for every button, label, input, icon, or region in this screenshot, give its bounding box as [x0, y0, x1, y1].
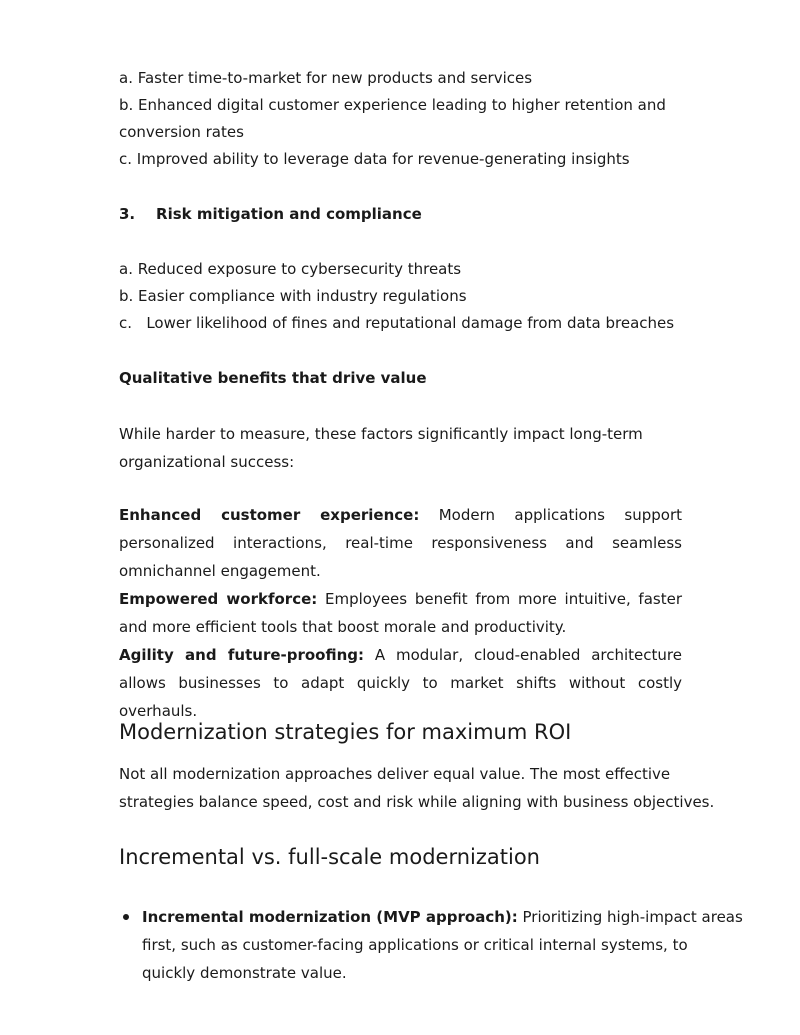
qualitative-heading [119, 365, 682, 392]
section-heading-risk [119, 201, 682, 228]
item-text: quickly demonstrate value. [142, 964, 347, 982]
item-text: first, such as customer-facing applications or critical internal systems, to [142, 936, 688, 954]
section-label: 3. Risk mitigation and compliance [119, 205, 422, 223]
item-text: Employees benefit from more intuitive, faster and more efficient tools that boost morale and productivity. [119, 590, 682, 636]
list-item-continuation: conversion rates [119, 123, 244, 141]
qualitative-items [119, 501, 682, 725]
strategies-heading [119, 718, 682, 746]
item-term: Agility and future-proofing: [119, 646, 365, 664]
list-item: a. Faster time-to-market for new products and services [119, 69, 533, 87]
list-item: b. Easier compliance with industry regulations [119, 287, 467, 305]
paragraph-line: Not all modernization approaches deliver equal value. The most effective [119, 765, 671, 783]
incremental-heading [119, 843, 682, 871]
strategies-intro [119, 760, 715, 816]
item-term: Empowered workforce: [119, 590, 318, 608]
paragraph-line: strategies balance speed, cost and risk while aligning with business objectives. [119, 793, 715, 811]
item-text: A modular, cloud-enabled architecture allows businesses to adapt quickly to market shifts without costly overhauls. [119, 646, 682, 720]
bullet-text [142, 903, 743, 987]
list-item: c. Lower likelihood of fines and reputational damage from data breaches [119, 314, 675, 332]
list-item: c. Improved ability to leverage data for revenue-generating insights [119, 150, 630, 168]
item-text: Modern applications support personalized interactions, real-time responsiveness and seamless omnichannel engagement. [119, 506, 682, 580]
qualitative-item-agility [119, 641, 682, 725]
benefit-list-a [119, 65, 682, 173]
benefit-list-b [119, 256, 682, 337]
item-term: Incremental modernization (MVP approach): [142, 908, 518, 926]
subsection-title: Incremental vs. full-scale modernization [119, 845, 540, 869]
list-item: b. Enhanced digital customer experience leading to higher retention and [119, 96, 666, 114]
qualitative-item-workforce [119, 585, 682, 641]
section-title: Modernization strategies for maximum ROI [119, 720, 572, 744]
qualitative-intro [119, 420, 682, 476]
paragraph-line: While harder to measure, these factors significantly impact long-term [119, 425, 643, 443]
list-item [119, 903, 743, 987]
list-item: a. Reduced exposure to cybersecurity threats [119, 260, 462, 278]
qualitative-item-customer [119, 501, 682, 585]
subheading: Qualitative benefits that drive value [119, 369, 427, 387]
bullet-icon [123, 914, 129, 920]
paragraph-line: organizational success: [119, 453, 295, 471]
item-text: Prioritizing high-impact areas [517, 908, 743, 926]
item-term: Enhanced customer experience: [119, 506, 420, 524]
